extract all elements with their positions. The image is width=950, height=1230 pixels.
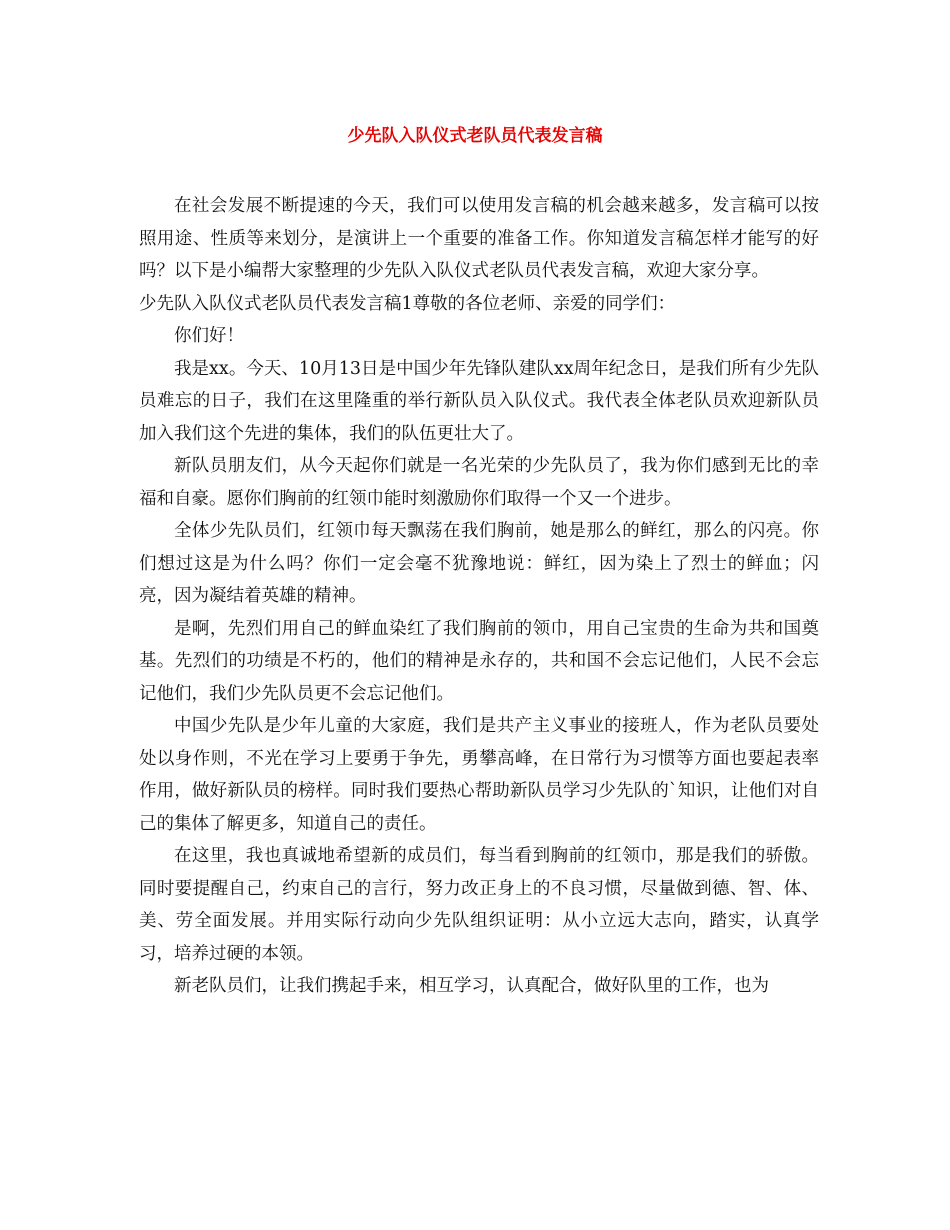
paragraph-greeting: 你们好！ — [174, 326, 244, 346]
paragraph: 是啊，先烈们用自己的鲜血染红了我们胸前的领巾，用自己宝贵的生命为共和国奠基。先烈们的功绩是不朽的，他们的精神是永存的，共和国不会忘记他们，人民不会忘记他们，我们少先队员更不会忘记他们。 — [139, 618, 819, 704]
paragraph-truncated: 新老队员们，让我们携起手来，相互学习，认真配合，做好队里的工作，也为 — [174, 976, 769, 996]
paragraph-intro: 在社会发展不断提速的今天，我们可以使用发言稿的机会越来越多，发言稿可以按照用途、性质等来划分，是演讲上一个重要的准备工作。你知道发言稿怎样才能写的好吗？以下是小编帮大家整理的少先队入队仪式老队员代表发言稿，欢迎大家分享。 — [139, 196, 819, 281]
paragraph: 新队员朋友们，从今天起你们就是一名光荣的少先队员了，我为你们感到无比的幸福和自豪。愿你们胸前的红领巾能时刻激励你们取得一个又一个进步。 — [139, 456, 819, 509]
paragraph: 全体少先队员们，红领巾每天飘荡在我们胸前，她是那么的鲜红，那么的闪亮。你们想过这是为什么吗？你们一定会毫不犹豫地说：鲜红，因为染上了烈士的鲜血；闪亮，因为凝结着英雄的精神。 — [139, 521, 819, 606]
document-body — [139, 190, 819, 1003]
paragraph-speech-heading: 少先队入队仪式老队员代表发言稿1尊敬的各位老师、亲爱的同学们： — [139, 293, 676, 314]
paragraph: 中国少先队是少年儿童的大家庭，我们是共产主义事业的接班人，作为老队员要处处以身作则，不光在学习上要勇于争先，勇攀高峰，在日常行为习惯等方面也要起表率作用，做好新队员的榜样。同时我们要热心帮助新队员学习少先队的`知识，让他们对自己的集体了解更多，知道自己的责任。 — [139, 716, 819, 834]
paragraph: 在这里，我也真诚地希望新的成员们，每当看到胸前的红领巾，那是我们的骄傲。同时要提醒自己，约束自己的言行，努力改正身上的不良习惯，尽量做到德、智、体、美、劳全面发展。并用实际行动向少先队组织证明：从小立远大志向，踏实，认真学习，培养过硬的本领。 — [139, 846, 819, 964]
paragraph: 我是xx。今天、10月13日是中国少年先锋队建队xx周年纪念日，是我们所有少先队员难忘的日子，我们在这里隆重的举行新队员入队仪式。我代表全体老队员欢迎新队员加入我们这个先进的集体，我们的队伍更壮大了。 — [139, 358, 819, 444]
document-title: 少先队入队仪式老队员代表发言稿 — [347, 126, 603, 146]
